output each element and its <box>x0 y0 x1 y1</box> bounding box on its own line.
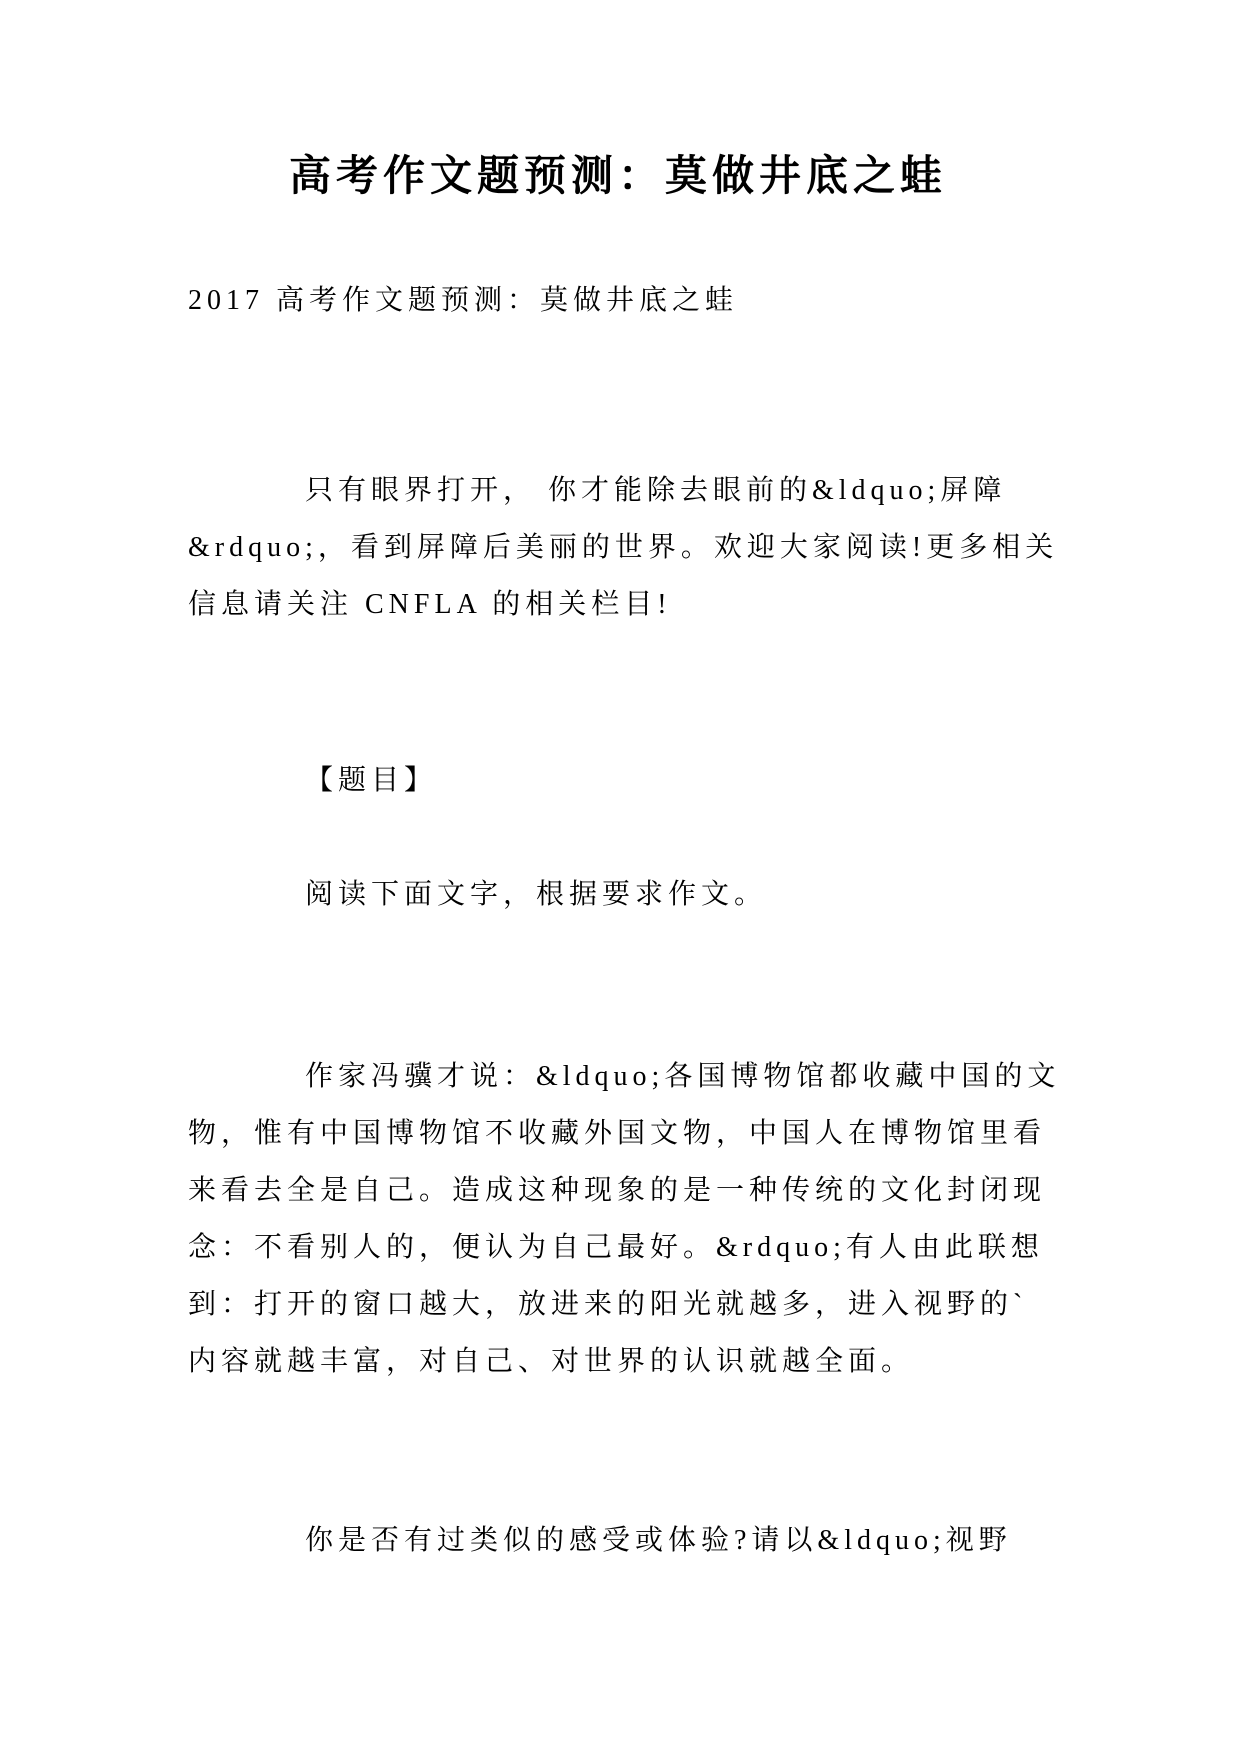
subtitle-line <box>188 272 1068 329</box>
text-line: 信息请关注 CNFLA 的相关栏目! <box>188 589 672 620</box>
text-line: 来看去全是自己。造成这种现象的是一种传统的文化封闭现 <box>188 1175 1047 1206</box>
quote-paragraph <box>188 1048 1068 1390</box>
question-paragraph <box>188 1512 1068 1569</box>
intro-paragraph <box>188 462 1068 633</box>
text-line: 只有眼界打开， 你才能除去眼前的&ldquo;屏障 <box>305 475 1007 506</box>
text-line: 到：打开的窗口越大，放进来的阳光就越多，进入视野的` <box>188 1289 1028 1320</box>
document-title: 高考作文题预测：莫做井底之蛙 <box>288 154 947 200</box>
text-line: 你是否有过类似的感受或体验?请以&ldquo;视野 <box>305 1525 1012 1556</box>
text-line: 物，惟有中国博物馆不收藏外国文物，中国人在博物馆里看 <box>188 1118 1047 1149</box>
text-line: &rdquo;，看到屏障后美丽的世界。欢迎大家阅读!更多相关 <box>188 532 1059 563</box>
text-line: 阅读下面文字，根据要求作文。 <box>305 879 768 910</box>
text-line: 念：不看别人的，便认为自己最好。&rdquo;有人由此联想 <box>188 1232 1044 1263</box>
section-label <box>188 752 1068 809</box>
text-line: 【题目】 <box>305 765 438 796</box>
text-line: 2017 高考作文题预测：莫做井底之蛙 <box>188 285 739 316</box>
text-line: 作家冯骥才说：&ldquo;各国博物馆都收藏中国的文 <box>305 1061 1061 1092</box>
instruction-line <box>188 866 1068 923</box>
text-line: 内容就越丰富，对自己、对世界的认识就越全面。 <box>188 1346 915 1377</box>
